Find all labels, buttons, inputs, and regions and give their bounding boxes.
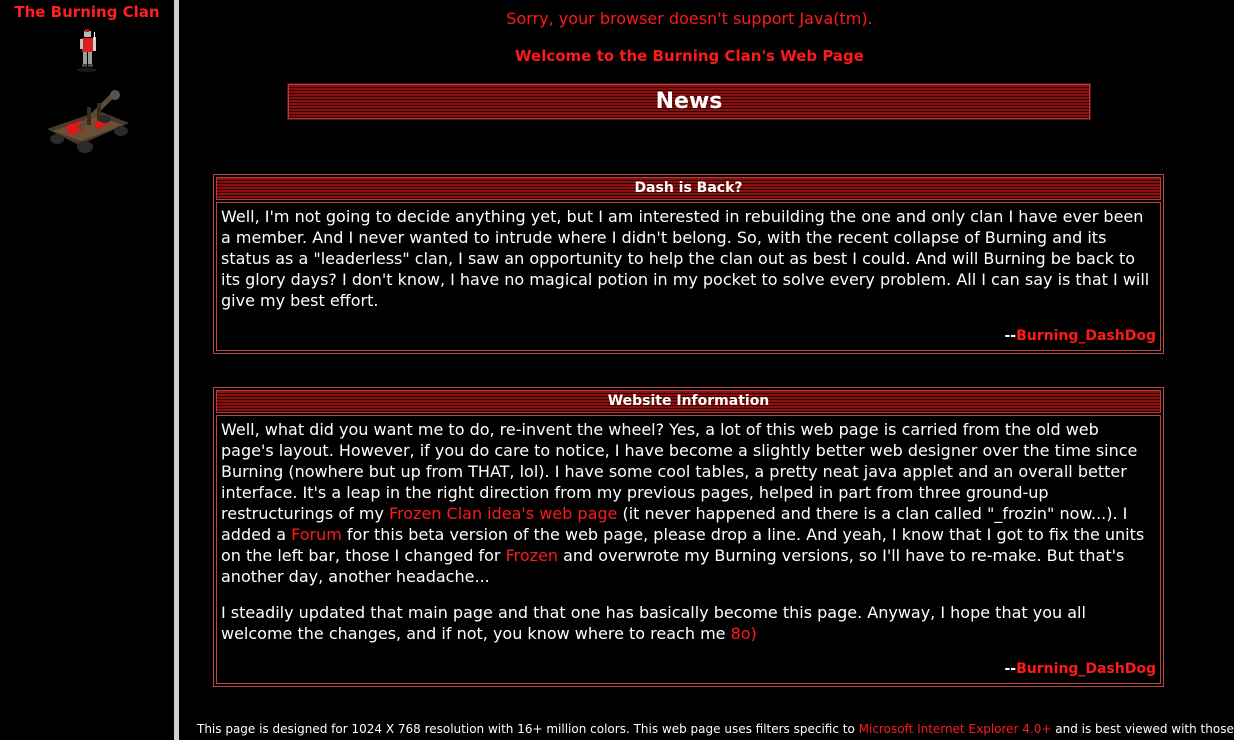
post-title: Website Information	[607, 393, 770, 409]
post-paragraph	[221, 419, 1156, 587]
author-link[interactable]: Burning_DashDog	[1016, 661, 1156, 677]
contact-link[interactable]: 8o)	[730, 624, 757, 643]
news-post	[213, 387, 1164, 687]
signature-dash: --	[1004, 328, 1017, 344]
forum-link[interactable]: Forum	[291, 525, 342, 544]
ie-link[interactable]: Microsoft Internet Explorer 4.0+	[858, 722, 1052, 736]
post-body	[216, 202, 1161, 351]
post-signature	[221, 659, 1156, 680]
post-text: Well, what did you want me to do, re-invent the wheel? Yes, a lot of this web page is carried from the old web page's layout. However, if you do care to notice, I have become a slightly better web designer over the time since Burning (nowhere but up from THAT, lol). I have some cool tables, a pretty neat java applet and an overall better interface. It's a leap in the right direction from my previous pages, helped in part from three ground-up restructurings of my	[221, 420, 1138, 523]
main-content	[179, 0, 1234, 740]
news-post	[213, 174, 1164, 354]
java-unsupported-message: Sorry, your browser doesn't support Java(tm).	[506, 9, 873, 28]
footer-text: and is best viewed with those	[1051, 722, 1234, 736]
post-title-bar	[216, 390, 1161, 413]
post-text: (it never happened and there is a clan called "_frozin" now...). I added a	[221, 504, 1128, 544]
post-title: Dash is Back?	[634, 180, 743, 196]
post-text: I steadily updated that main page and that one has basically become this page. Anyway, I hope that you all welcome the changes, and if not, you know where to reach me	[221, 603, 1086, 643]
post-title-bar	[216, 177, 1161, 200]
post-paragraph: Well, I'm not going to decide anything yet, but I am interested in rebuilding the one and only clan I have ever been a member. And I never wanted to intrude where I didn't belong. So, with the recent collapse of Burning and its status as a "leaderless" clan, I saw an opportunity to help the clan out as best I could. And will Burning be back to its glory days? I don't know, I have no magical potion in my pocket to solve every problem. All I can say is that I will give my best effort.	[221, 207, 1150, 310]
post-paragraph	[221, 602, 1156, 644]
footer-text: This page is designed for 1024 X 768 resolution with 16+ million colors. This web page uses filters specific to	[197, 722, 859, 736]
post-signature	[221, 326, 1156, 347]
frozen-link[interactable]: Frozen	[505, 546, 558, 565]
footer-note	[197, 722, 1234, 736]
post-text: and overwrote my Burning versions, so I'll have to re-make. But that's another day, another headache...	[221, 546, 1125, 586]
knight-unit-icon[interactable]	[72, 29, 102, 75]
sidebar	[0, 0, 174, 740]
clan-title: The Burning Clan	[14, 3, 160, 21]
welcome-heading: Welcome to the Burning Clan's Web Page	[515, 47, 864, 65]
frozen-clan-page-link[interactable]: Frozen Clan idea's web page	[389, 504, 618, 523]
post-text: for this beta version of the web page, please drop a line. And yeah, I know that I got to fix the units on the left bar, those I changed for	[221, 525, 1145, 565]
news-title: News	[655, 89, 723, 114]
news-banner	[288, 84, 1090, 119]
signature-dash: --	[1004, 661, 1017, 677]
author-link[interactable]: Burning_DashDog	[1016, 328, 1156, 344]
post-body	[216, 415, 1161, 684]
catapult-unit-icon[interactable]	[39, 89, 135, 157]
